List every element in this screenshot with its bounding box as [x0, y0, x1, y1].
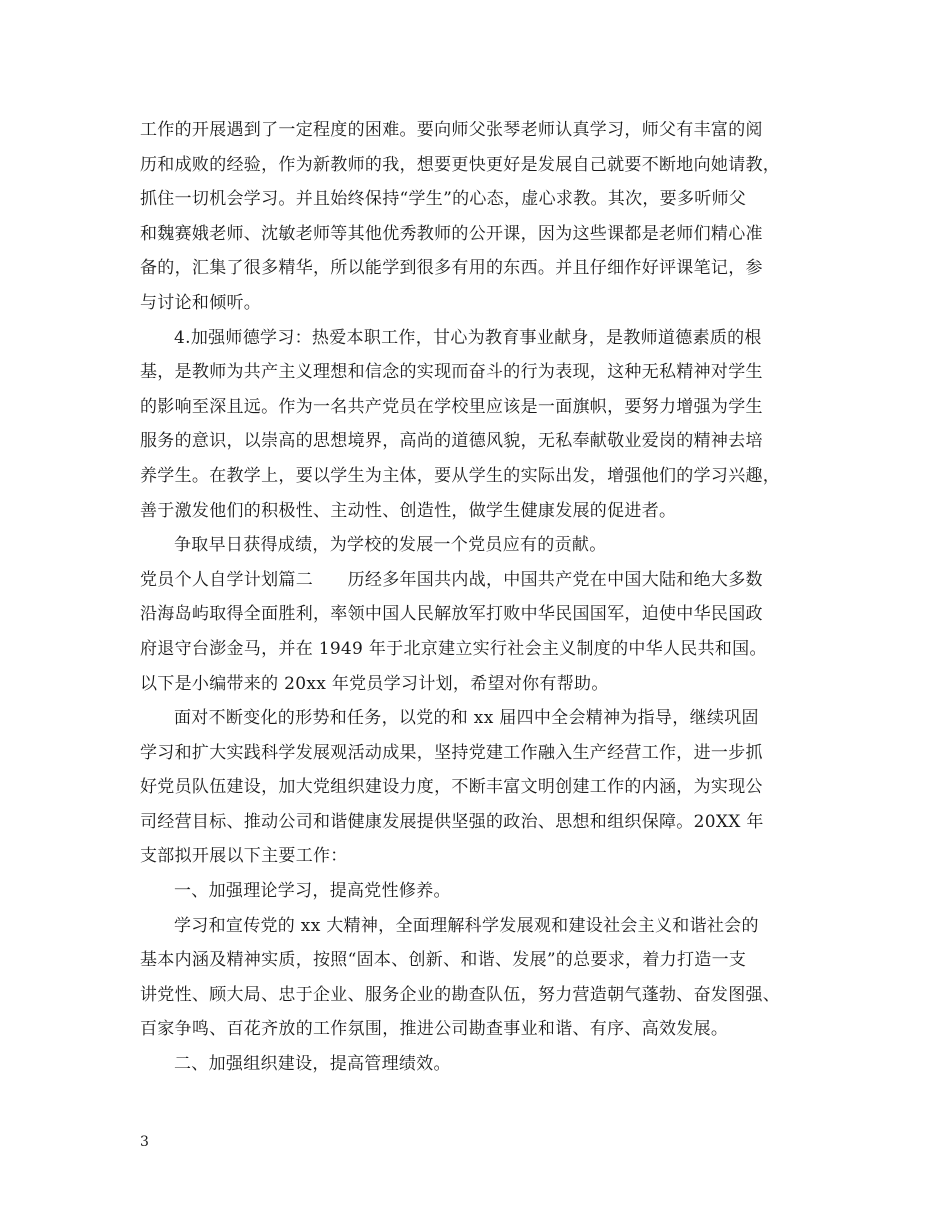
- text-line: 沿海岛屿取得全面胜利，率领中国人民解放军打败中华民国国军，迫使中华民国政: [140, 604, 763, 625]
- section-heading-line: 党员个人自学计划篇二 历经多年国共内战，中国共产党在中国大陆和绝大多数: [140, 569, 763, 590]
- page-number: 3: [140, 1134, 149, 1150]
- text-line: 备的，汇集了很多精华，所以能学到很多有用的东西。并且仔细作好评课笔记，参: [140, 258, 763, 279]
- list-heading-line: 一、加强理论学习，提高党性修养。: [174, 881, 451, 902]
- text-line: 善于激发他们的积极性、主动性、创造性，做学生健康发展的促进者。: [140, 500, 677, 521]
- text-line: 学习和宣传党的 xx 大精神，全面理解科学发展观和建设社会主义和谐社会的: [174, 915, 759, 936]
- text-line: 抓住一切机会学习。并且始终保持“学生”的心态，虚心求教。其次，要多听师父: [140, 189, 747, 210]
- text-line: 百家争鸣、百花齐放的工作氛围，推进公司勘查事业和谐、有序、高效发展。: [140, 1019, 729, 1040]
- text-line: 争取早日获得成绩，为学校的发展一个党员应有的贡献。: [174, 535, 607, 556]
- text-line: 基，是教师为共产主义理想和信念的实现而奋斗的行为表现，这种无私精神对学生: [140, 362, 763, 383]
- text-line: 好党员队伍建设，加大党组织建设力度，不断丰富文明创建工作的内涵，为实现公: [140, 777, 763, 798]
- text-line: 面对不断变化的形势和任务，以党的和 xx 届四中全会精神为指导，继续巩固: [174, 708, 759, 729]
- text-line: 府退守台澎金马，并在 1949 年于北京建立实行社会主义制度的中华人民共和国。: [140, 638, 767, 659]
- text-line: 支部拟开展以下主要工作：: [140, 846, 348, 867]
- text-line: 养学生。在教学上，要以学生为主体，要从学生的实际出发，增强他们的学习兴趣，: [140, 465, 781, 486]
- text-line: 讲党性、顾大局、忠于企业、服务企业的勘查队伍，努力营造朝气蓬勃、奋发图强、: [140, 984, 781, 1005]
- list-heading-line: 二、加强组织建设，提高管理绩效。: [174, 1054, 451, 1075]
- text-line: 的影响至深且远。作为一名共产党员在学校里应该是一面旗帜，要努力增强为学生: [140, 396, 763, 417]
- text-line: 历和成败的经验，作为新教师的我，想要更快更好是发展自己就要不断地向她请教，: [140, 154, 781, 175]
- text-line: 学习和扩大实践科学发展观活动成果，坚持党建工作融入生产经营工作，进一步抓: [140, 742, 763, 763]
- text-line: 与讨论和倾听。: [140, 292, 262, 313]
- text-line: 司经营目标、推动公司和谐健康发展提供坚强的政治、思想和组织保障。20XX 年: [140, 811, 764, 832]
- text-line: 以下是小编带来的 20xx 年党员学习计划，希望对你有帮助。: [140, 673, 609, 694]
- text-line: 4.加强师德学习：热爱本职工作，甘心为教育事业献身，是教师道德素质的根: [174, 327, 762, 348]
- text-line: 和魏赛娥老师、沈敏老师等其他优秀教师的公开课，因为这些课都是老师们精心准: [140, 223, 763, 244]
- text-line: 服务的意识，以崇高的思想境界，高尚的道德风貌，无私奉献敬业爱岗的精神去培: [140, 431, 763, 452]
- text-line: 基本内涵及精神实质，按照“固本、创新、和谐、发展”的总要求，着力打造一支: [140, 950, 747, 971]
- document-body: [140, 113, 820, 1082]
- text-line: 工作的开展遇到了一定程度的困难。要向师父张琴老师认真学习，师父有丰富的阅: [140, 120, 763, 140]
